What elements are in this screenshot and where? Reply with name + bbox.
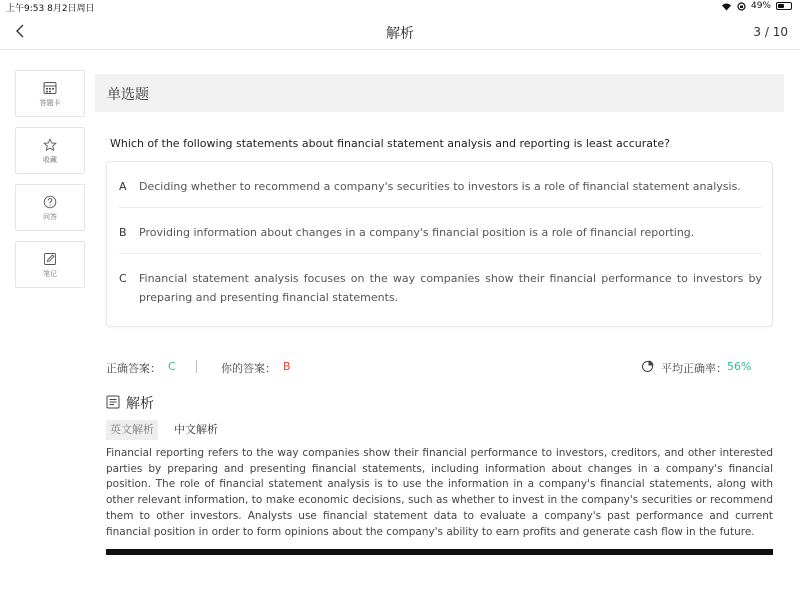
option-letter: A [119,180,127,193]
correct-answer-value: C [168,360,176,373]
tab-chinese-analysis[interactable]: 中文解析 [174,423,218,436]
option-divider [119,207,762,208]
question-icon [43,195,57,209]
battery-fill [778,4,784,8]
wifi-icon [721,2,732,11]
option-letter: B [119,226,127,239]
status-indicators [721,1,792,11]
user-answer-label: 你的答案： [221,362,276,375]
nav-bar [0,14,800,50]
battery-percent: 49% [750,1,771,11]
page-title: 解析 [386,26,414,42]
correct-answer-label: 正确答案： [106,362,161,375]
average-accuracy-value: 56% [727,360,752,373]
option-text: Deciding whether to recommend a company's securities to investors is a role of financial statement analysis. [139,180,741,193]
sidebar-item-label: 问答 [43,213,57,221]
document-icon [106,395,120,409]
option-a[interactable] [119,177,762,196]
option-b[interactable] [119,223,762,242]
sidebar-item-notes[interactable] [15,241,85,288]
option-text: Financial statement analysis focuses on the way companies show their financial performance to investors by preparing and presenting financial statements. [139,272,762,304]
analysis-title: 解析 [126,396,154,412]
status-date: 8月2日周日 [47,4,95,14]
option-text: Providing information about changes in a company's financial position is a role of financial reporting. [139,226,695,239]
analysis-text: Financial reporting refers to the way companies show their financial performance to investors, creditors, and other interested parties by preparing and presenting financial statements, including information about changes in a company's financial position. The role of financial statement analysis is to use the information in a company's financial statements, along with other relevant information, to make economic decisions, such as whether to invest in the company's securities or recommend them to other investors. Analysts use financial statement data to evaluate a company's past performance and current financial position in order to form opinions about the company's ability to earn profits and generate cash flow in the future. [106,447,773,538]
answer-sheet-icon [43,81,57,95]
option-c[interactable] [119,269,762,307]
note-icon [43,252,57,266]
sidebar-item-answer-sheet[interactable] [15,70,85,117]
answer-summary [106,359,773,375]
sidebar-item-label: 笔记 [43,270,57,278]
bottom-divider-bar [106,549,773,555]
average-accuracy-label: 平均正确率： [661,362,727,375]
star-icon [43,138,57,152]
tab-english-analysis[interactable]: 英文解析 [106,420,158,440]
question-progress: 3 / 10 [753,25,788,39]
sidebar-item-qa[interactable] [15,184,85,231]
question-type-header [95,74,784,112]
status-bar [0,0,800,14]
status-time-date [6,1,95,14]
sidebar-item-label: 答题卡 [39,99,61,107]
user-answer-value: B [283,360,291,373]
option-letter: C [119,272,127,285]
answer-divider [196,360,197,373]
option-divider [119,253,762,254]
question-text: Which of the following statements about financial statement analysis and reporting is least accurate? [110,137,670,150]
sidebar-item-label: 收藏 [43,156,57,164]
rotation-lock-icon [737,2,746,11]
battery-icon [776,2,792,10]
pie-chart-icon [641,359,655,373]
status-time: 上午9:53 [6,4,45,14]
question-type: 单选题 [107,87,149,103]
sidebar-item-favorite[interactable] [15,127,85,174]
options-box [106,161,773,327]
